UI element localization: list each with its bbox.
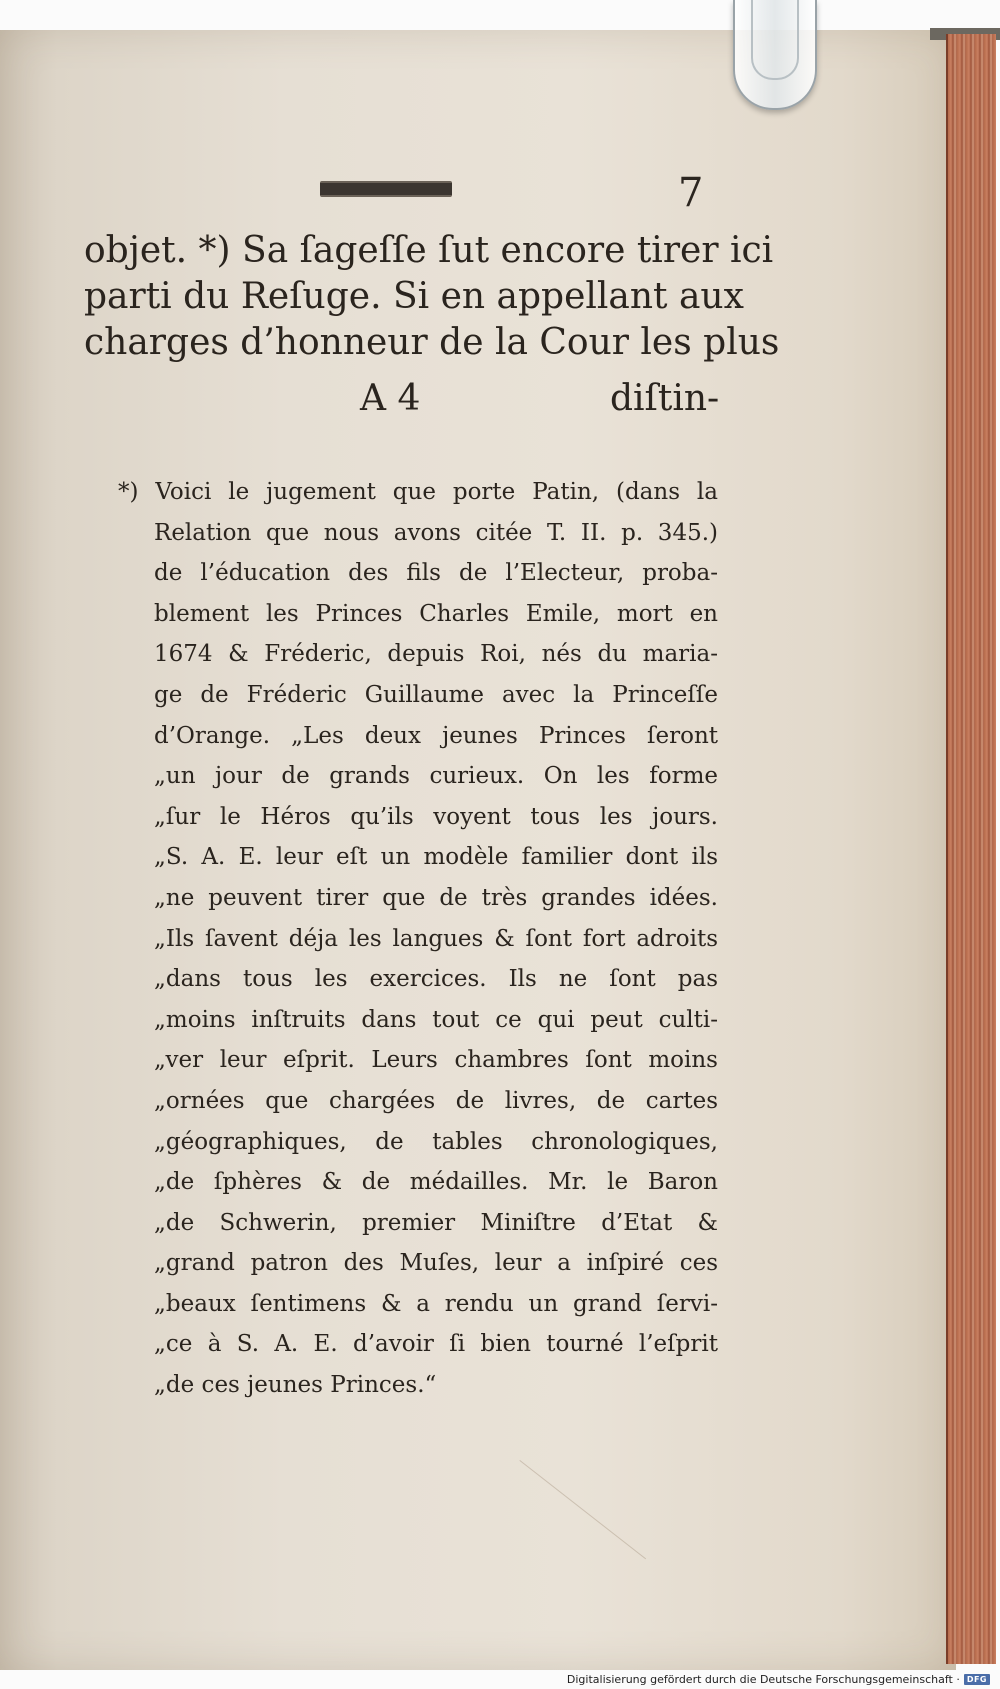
signature-mark: A 4 bbox=[360, 378, 421, 419]
page-block-edge bbox=[946, 34, 996, 1664]
page-number: 7 bbox=[678, 170, 704, 216]
footnote-line: d’Orange. „Les deux jeunes Princes ſeront bbox=[154, 722, 718, 749]
footnote-line: Relation que nous avons citée T. II. p. 345.) bbox=[154, 519, 718, 546]
footnote-line: *) Voici le jugement que porte Patin, (dans la bbox=[118, 479, 718, 505]
main-text-block bbox=[84, 228, 780, 366]
digitization-credit bbox=[567, 1673, 990, 1686]
footnote-line: „ver leur eſprit. Leurs chambres ſont moins bbox=[154, 1047, 718, 1074]
footnote-line: ge de Fréderic Guillaume avec la Princeſſe bbox=[154, 681, 718, 708]
footnote-line: „un jour de grands curieux. On les forme bbox=[154, 763, 718, 790]
credit-text: Digitalisierung gefördert durch die Deutsche Forschungsgemeinschaft · bbox=[566, 1673, 960, 1686]
footnote-line: „beaux ſentimens & a rendu un grand ſervi- bbox=[154, 1290, 718, 1317]
footnote-line: „ce à S. A. E. d’avoir ſi bien tourné l’eſprit bbox=[154, 1331, 718, 1358]
footnote-line: „géographiques, de tables chronologiques, bbox=[154, 1128, 718, 1155]
footnote-line: „de ſphères & de médailles. Mr. le Baron bbox=[154, 1169, 718, 1196]
footnote-line: „dans tous les exercices. Ils ne ſont pas bbox=[154, 966, 718, 993]
footnote-line: 1674 & Fréderic, depuis Roi, nés du maria- bbox=[154, 641, 718, 668]
footnote-line: „S. A. E. leur eſt un modèle familier dont ils bbox=[154, 844, 718, 871]
dfg-logo: DFG bbox=[964, 1674, 990, 1685]
footnote-line: „grand patron des Muſes, leur a inſpiré ces bbox=[154, 1250, 718, 1277]
page-clip-inner bbox=[751, 0, 799, 80]
header-ornament-rule bbox=[320, 181, 452, 197]
footnote-line: „ornées que chargées de livres, de cartes bbox=[154, 1087, 718, 1114]
footnote-line: „ſur le Héros qu’ils voyent tous les jours. bbox=[154, 803, 718, 830]
footnote-line: „moins inſtruits dans tout ce qui peut culti- bbox=[154, 1006, 718, 1033]
catchword: diſtin- bbox=[610, 378, 720, 419]
page-clip bbox=[733, 0, 817, 110]
main-text-line: charges d’honneur de la Cour les plus bbox=[84, 322, 780, 363]
footnote-line: „ne peuvent tirer que de très grandes idées. bbox=[154, 884, 718, 911]
main-text-line: objet. *) Sa ſageſſe ſut encore tirer ici bbox=[84, 230, 774, 271]
footnote-line: de l’éducation des fils de l’Electeur, proba- bbox=[154, 560, 718, 587]
footnote-line: „Ils ſavent déja les langues & ſont fort adroits bbox=[154, 925, 718, 952]
main-text-line: parti du Reſuge. Si en appellant aux bbox=[84, 276, 744, 317]
footnote-line: „de Schwerin, premier Miniſtre d’Etat & bbox=[154, 1209, 718, 1236]
footnote-line: blement les Princes Charles Emile, mort en bbox=[154, 600, 718, 627]
footnote-line: „de ces jeunes Princes.“ bbox=[154, 1372, 437, 1399]
footnote-block bbox=[118, 472, 718, 1406]
